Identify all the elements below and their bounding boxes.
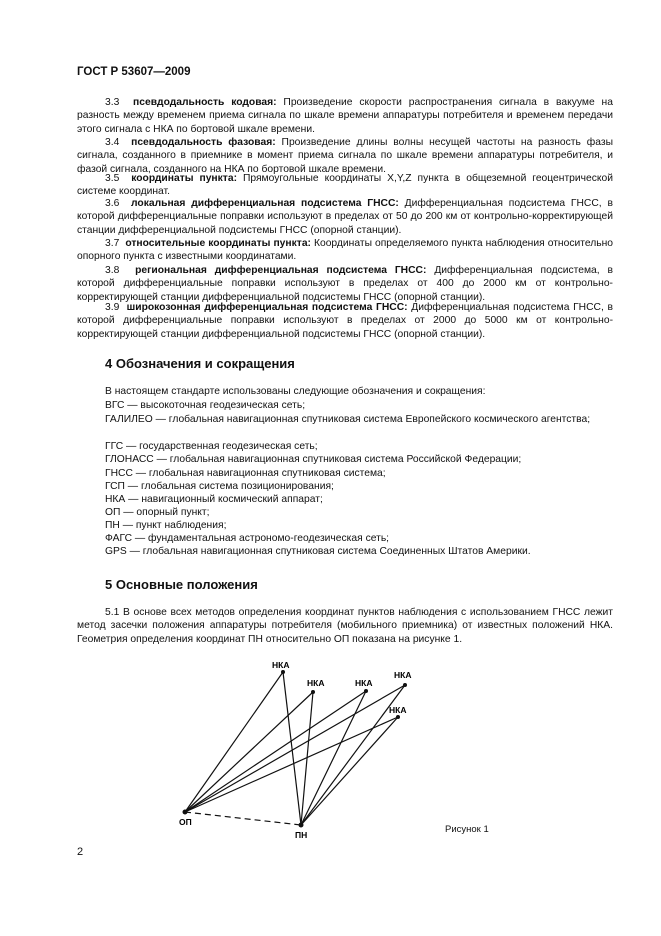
abbreviation-item: ГСП — глобальная система позиционирования; [105,481,334,492]
abbreviation-item: GPS — глобальная навигационная спутниковая система Соединенных Штатов Америки. [105,546,531,557]
definition-number: 3.3 [105,97,120,108]
op-point [183,810,188,815]
section-4-heading: 4 Обозначения и сокращения [105,356,295,371]
pn-point [299,823,304,828]
line-op-sat2 [185,692,313,812]
satellite-marker [281,670,285,674]
line-pn-sat5 [301,717,398,825]
definition-term: относительные координаты пункта: [125,238,311,249]
definition-text: Произведение длины волны несущей частоты на разность фазы сигнала, созданного в приемнике в момент приема сигнала по шкале времени аппаратуры потребителя, и фазой сигнала, созданного на НКА по бортовой шкале времени. [77,137,613,175]
abbreviation-item: НКА — навигационный космический аппарат; [105,494,323,505]
definition-term: псевдодальность кодовая: [133,97,277,108]
definition-text: Координаты определяемого пункта наблюдения относительно опорного пункта с известными координатами. [77,238,613,263]
page-number: 2 [77,846,84,858]
abbreviation-item: ОП — опорный пункт; [105,507,210,518]
line-pn-sat1 [283,672,301,825]
figure-caption: Рисунок 1 [445,824,489,835]
abbreviation-item: ГГС — государственная геодезическая сеть; [105,441,318,452]
section-5-heading: 5 Основные положения [105,577,258,592]
definition-term: региональная дифференциальная подсистема ГНСС: [135,265,427,276]
definition-text: Дифференциальная подсистема ГНСС, в которой дифференциальные поправки используют в пределах от 2000 до 5000 км от контрольно-корректирующей станции дифференциальной подсистемы ГНСС (опорной станции). [77,302,613,340]
line-op-sat4 [185,685,405,812]
satellite-marker [403,683,407,687]
definition-term: псевдодальность фазовая: [131,137,276,148]
satellite-marker [311,690,315,694]
definition-3-8 [77,264,613,304]
abbreviation-item: ВГС — высокоточная геодезическая сеть; [105,400,306,411]
line-op-sat1 [185,672,283,812]
baseline-op-pn [185,812,301,825]
definition-text: Произведение скорости распространения сигнала в вакууме на разность между временем приема сигнала по шкале времени аппаратуры потребителя и временем передачи этого сигнала с НКА по бортовой шкале времени. [77,97,613,135]
satellite-label: НКА [394,670,412,680]
definition-3-3 [77,96,613,136]
figure-1-geometry-diagram [170,662,430,842]
definition-number: 3.4 [105,137,120,148]
pn-label: ПН [295,830,308,840]
abbreviation-item: ГЛОНАСС — глобальная навигационная спутниковая система Российской Федерации; [105,454,522,465]
definition-3-6 [77,197,613,237]
document-header: ГОСТ Р 53607—2009 [77,66,191,78]
definition-text: Дифференциальная подсистема, в которой дифференциальные поправки используют в пределах от 400 до 2000 км от контрольно-корректирующей станции дифференциальной подсистемы ГНСС (опорной станции). [77,265,613,303]
definition-number: 3.6 [105,198,120,209]
definition-number: 3.7 [105,238,120,249]
abbreviation-item: ПН — пункт наблюдения; [105,520,227,531]
definition-term: координаты пункта: [131,173,238,184]
definition-term: локальная дифференциальная подсистема ГНСС: [131,198,399,209]
definition-3-7 [77,237,613,264]
definition-number: 3.8 [105,265,120,276]
line-op-sat5 [185,717,398,812]
figure-svg [170,662,430,842]
section-4-intro: В настоящем стандарте использованы следующие обозначения и сокращения: [105,386,486,397]
satellite-label: НКА [389,705,407,715]
abbreviation-item: ФАГС — фундаментальная астрономо-геодезическая сеть; [105,533,390,544]
abbreviation-item: ГАЛИЛЕО — глобальная навигационная спутниковая система Европейского космического агентства; [105,414,591,425]
satellite-marker [396,715,400,719]
definition-term: широкозонная дифференциальная подсистема ГНСС: [126,302,408,313]
definition-3-9 [77,301,613,341]
satellite-label: НКА [272,662,290,670]
line-op-sat3 [185,691,366,812]
satellite-label: НКА [355,678,373,688]
section-5-paragraph-1: 5.1 В основе всех методов определения координат пунктов наблюдения с использованием ГНСС лежит метод засечки положения аппаратуры потребителя (мобильного приемника) от известных положений НКА. Геометрия определения координат ПН относительно ОП показана на рисунке 1. [77,607,613,645]
abbreviation-item: ГНСС — глобальная навигационная спутниковая система; [105,468,386,479]
definition-number: 3.5 [105,173,120,184]
definition-text: Прямоугольные координаты X,Y,Z пункта в общеземной геоцентрической системе координат. [77,173,613,198]
satellite-label: НКА [307,678,325,688]
definition-text: Дифференциальная подсистема ГНСС, в которой дифференциальные поправки используют в пределах от 50 до 200 км от контрольно-корректирующей станции дифференциальной подсистемы ГНСС (опорной станции). [77,198,613,236]
satellite-marker [364,689,368,693]
definition-3-5 [77,172,613,199]
definition-3-4 [77,136,613,176]
op-label: ОП [179,817,192,827]
definition-number: 3.9 [105,302,120,313]
